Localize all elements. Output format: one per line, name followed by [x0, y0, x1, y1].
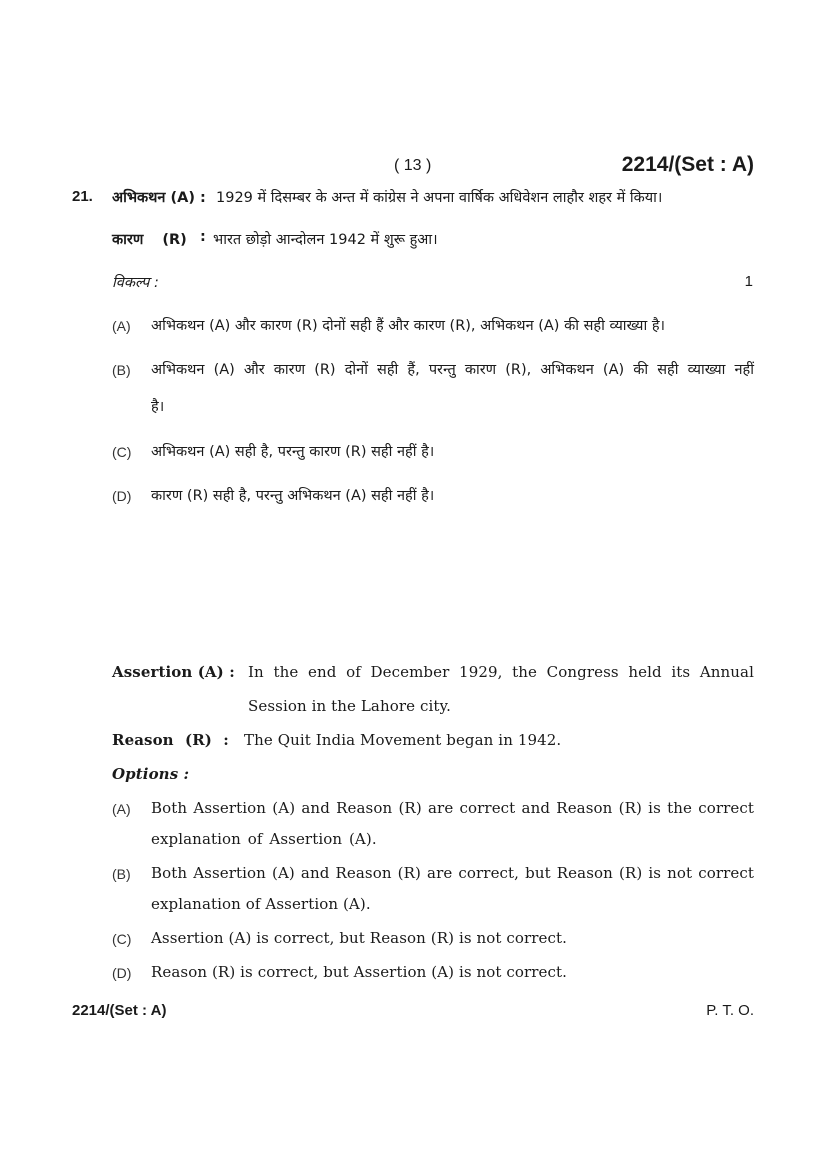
hindi-assertion-text: 1929 में दिसम्बर के अन्त में कांग्रेस ने अपना वार्षिक अधिवेशन लाहौर शहर में किया।	[216, 190, 663, 206]
question-number: 21.	[72, 188, 93, 205]
hindi-option-text-a: अभिकथन (A) और कारण (R) दोनों सही हैं और कारण (R), अभिकथन (A) की सही व्याख्या है।	[151, 318, 666, 334]
pto-label: P. T. O.	[706, 1002, 754, 1019]
footer-set-code: 2214/(Set : A)	[72, 1002, 167, 1019]
hindi-option-letter-b: (B)	[112, 362, 131, 378]
marks: 1	[744, 273, 753, 290]
hindi-options-label: विकल्प :	[112, 275, 159, 291]
hindi-option-letter-a: (A)	[112, 318, 131, 334]
header-set-code: 2214/(Set : A)	[621, 153, 754, 176]
hindi-reason-label: कारण (R)	[112, 232, 187, 248]
english-reason-label: Reason (R) :	[112, 731, 229, 749]
hindi-assertion-label: अभिकथन (A) :	[112, 190, 206, 206]
english-assertion-label: Assertion (A) :	[112, 663, 235, 681]
english-reason-text: The Quit India Movement began in 1942.	[244, 731, 562, 749]
hindi-option-text-c: अभिकथन (A) सही है, परन्तु कारण (R) सही नहीं है।	[151, 444, 435, 460]
hindi-option-letter-d: (D)	[112, 488, 132, 504]
english-assertion-line2: Session in the Lahore city.	[248, 697, 451, 715]
hindi-option-text-b: अभिकथन (A) और कारण (R) दोनों सही हैं, परन्तु कारण (R), अभिकथन (A) की सही व्याख्या नहीं	[151, 362, 754, 378]
english-option-b-line2: explanation of Assertion (A).	[151, 895, 371, 913]
english-option-letter-c: (C)	[112, 931, 132, 947]
english-option-c-line1: Assertion (A) is correct, but Reason (R) is not correct.	[151, 929, 568, 947]
english-option-a-line1: Both Assertion (A) and Reason (R) are correct and Reason (R) is the correct	[151, 799, 754, 817]
hindi-option-letter-c: (C)	[112, 444, 132, 460]
english-assertion-line1: In the end of December 1929, the Congress held its Annual	[248, 663, 754, 681]
english-option-letter-d: (D)	[112, 965, 132, 981]
hindi-reason-text: भारत छोड़ो आन्दोलन 1942 में शुरू हुआ।	[213, 232, 438, 248]
english-option-letter-b: (B)	[112, 866, 131, 882]
english-option-letter-a: (A)	[112, 801, 131, 817]
english-options-label: Options :	[112, 765, 190, 783]
english-option-a-line2: explanation of Assertion (A).	[151, 830, 377, 848]
page-number: ( 13 )	[394, 157, 432, 174]
hindi-option-text-d: कारण (R) सही है, परन्तु अभिकथन (A) सही नहीं है।	[151, 488, 435, 504]
english-option-b-line1: Both Assertion (A) and Reason (R) are correct, but Reason (R) is not correct	[151, 864, 754, 882]
hindi-reason-colon: :	[200, 229, 206, 245]
english-option-d-line1: Reason (R) is correct, but Assertion (A) is not correct.	[151, 963, 568, 981]
hindi-option-text-b-cont: है।	[151, 399, 165, 415]
